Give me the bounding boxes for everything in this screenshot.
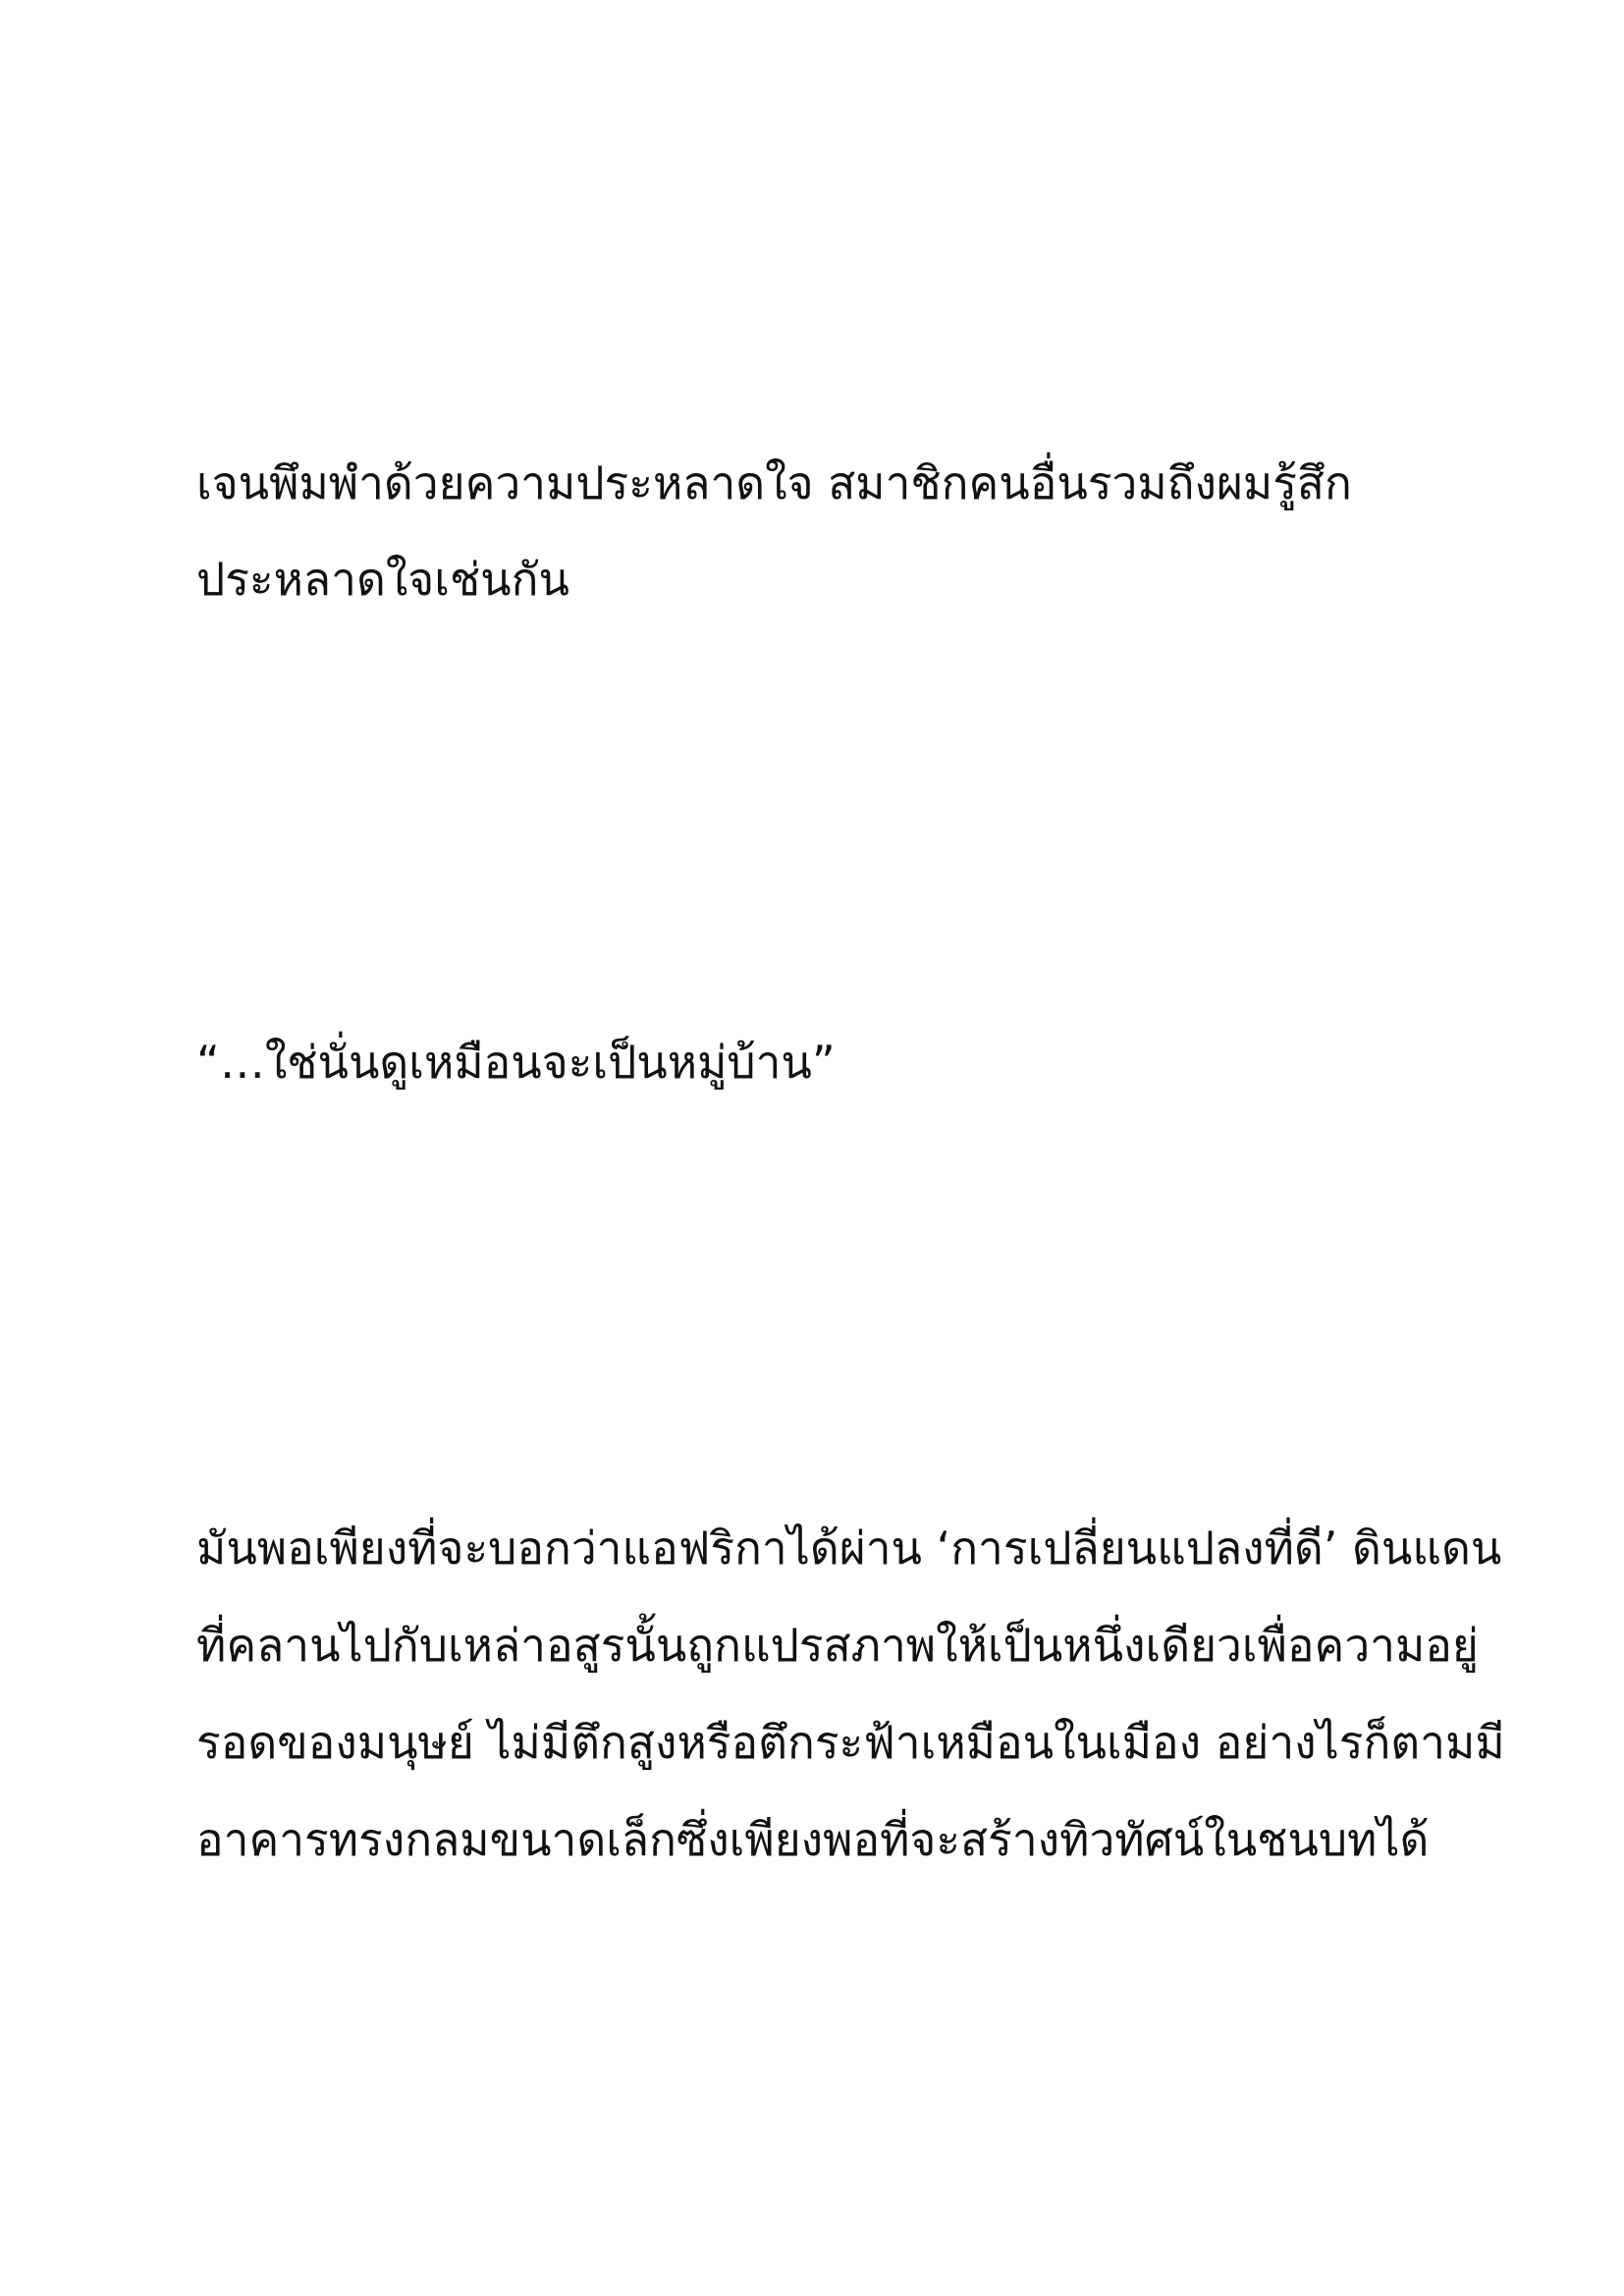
paragraph-1-line-1: เจนพึมพำด้วยความประหลาดใจ สมาชิกคนอื่นรวมถึงผมรู้สึก (196, 456, 1352, 509)
paragraph-1-line-2: ประหลาดใจเช่นกัน (196, 553, 569, 606)
paragraph-3-line-1: มันพอเพียงที่จะบอกว่าแอฟริกาได้ผ่าน ‘การเปลี่ยนแปลงที่ดี’ ดินแดน (196, 1522, 1502, 1575)
paragraph-3-line-4: อาคารทรงกลมขนาดเล็กซึ่งเพียงพอที่จะสร้างทิวทัศน์ในชนบทได้ (196, 1813, 1430, 1866)
paragraph-3-line-3: รอดของมนุษย์ ไม่มีตึกสูงหรือตึกระฟ้าเหมือนในเมือง อย่างไรก็ตามมี (196, 1716, 1505, 1769)
paragraph-3-line-2: ที่คลานไปกับเหล่าอสูรนั้นถูกแปรสภาพให้เป็นหนึ่งเดียวเพื่อความอยู่ (196, 1619, 1479, 1672)
paragraph-2-line-1: “…ใช่นั่นดูเหมือนจะเป็นหมู่บ้าน” (196, 1036, 836, 1089)
